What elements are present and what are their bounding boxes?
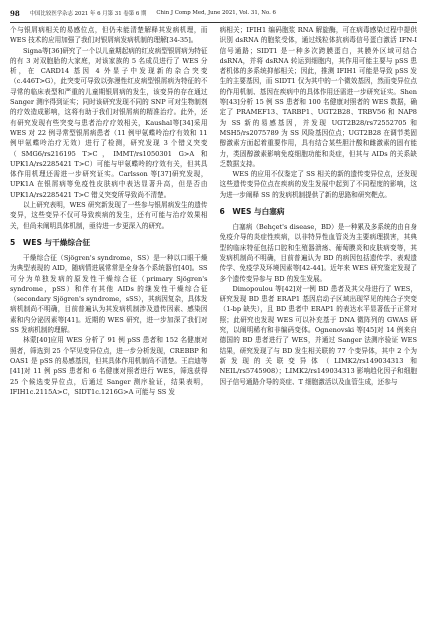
paragraph: WES 的应用不仅鉴定了 SS 相关的新的遗传变异位点，还发现这些遗传变异位点在疾病的发生发展中起到了不同程度的影响，这为进一步阐释 SS 的发病机制提供了新的思路和研究靶点。 [219, 170, 417, 199]
page-number: 98 [10, 8, 20, 18]
paragraph: 白塞病（Behçet's disease，BD）是一种累及多系统的由自身免疫介导的炎症性疾病，以非特异性血管炎为主要病理损害，其典型的临床特征包括口腔和生殖器溃疡、葡萄膜炎和皮肤病变等，其发病机制尚不明确，目前普遍认为 BD 的病因包括遗传学、表观遗传学、免疫学及环境因素等[42-44]。近年来 WES 研究鉴定发现了多个遗传变异参与 BD 的发生发展。 [219, 223, 417, 283]
paragraph: 病相关；IFIH1 编码胞浆 RNA 解旋酶，可在病毒感染过程中提供识别 dsRNA 的胞浆受体，通过线粒体抗病毒信号蛋白激活 IFN-I 信号通路；SIDT1 是一种多次跨膜蛋白，其膜外区域可结合 dsRNA，并将 dsRNA 转运到细胞内，其作用可能主要与 pSS 患者机体的多系统抑郁相关；因此，推测 IFIH1 可能是导致 pSS 发生的主要基因，而 SIDT1 仅为其中的一个微效基因，然而变异位点的作用机制、基因在疾病中的具体作用还需进一步研究证实。Shen 等[43]分析 15 例 SS 患者和 100 名健康对照者的 WES 数据，确定了 PRAMEF13、TARBP1、UGT2B28、TRBV56 和 NAP8 为 SS 新的易感基因，并发现 UGT2B28/rs72552705 和 MSH5/rs2075789 为 SS 风险基因位点；UGT2B28 在调节类固醇激素方面起着重要作用，具有结合某些胆汁酸和雌激素的固有能力，类固醇激素影响免疫细胞功能和炎症，但其与 AIDs 的关系缺乏数据支持。 [219, 26, 417, 168]
journal-title-cn: 中国比较医学杂志 2021 年 6 月第 31 卷第 6 期 [29, 11, 147, 17]
section-heading-6: 6 WES 与白塞病 [219, 207, 285, 217]
journal-title-en: Chin J Comp Med, June 2021, Vol. 31, No. 6 [156, 10, 276, 16]
running-header [10, 6, 417, 23]
paragraph: 干燥综合征（Sjögren's syndrome，SS）是一种以口眼干燥为典型表现的 AID，随病情进展常常是全身各个系统器官[40]。SS 可分为单独发病的原发性干燥综合征（primary Sjögren's syndrome，pSS）和伴有其他 AIDs 的继发性干燥综合征（secondary Sjögren's syndrome，sSS），其病因复杂，具体发病机制尚不明确，目前普遍认为其发病机制涉及遗传因素、感染因素和内分泌因素等[41]。近期的 WES 研究，进一步加深了我们对 SS 发病机制的理解。 [10, 253, 208, 335]
paragraph: Dimopoulou 等[42]对一例 BD 患者及其父母进行了 WES，研究发现 BD 患者 ERAP1 基因启动子区域出现罕见的纯合子突变（1-bp 缺失），且 BD 患者中 ERAP1 的表达水平显著低于正常对照；此研究也发现 WES 可以补充基于 DNA 微阵列的 GWAS 研究，以阐明稀有和非编码变体。Ognenovski 等[45]对 14 例来自德国的 BD 患者进行了 WES，并通过 Sanger 法测序验证 WES 结果，研究发现了与 BD 发生相关联的 77 个变异体，其中 2 个为新发现的关联变异体（LIMK2/rs149034313 和 NEIL/rs5745908）；LIMK2/rs149034313 影响趋化因子和细胞因子信号通路介导的炎症、T 细胞激活以及血管生成，还参与 [219, 284, 417, 386]
left-column [10, 25, 208, 619]
section-heading-5: 5 WES 与干燥综合征 [10, 237, 91, 247]
paragraph: 个与银屑病相关的易感位点，但仍未能清楚解释其发病机理，而 WES 技术的应用加强了我们对银屑病发病机制的理解[34-35]。 [10, 26, 208, 45]
paragraph: 林蒙[40]应用 WES 分析了 91 例 pSS 患者和 152 名健康对照者，筛选到 25 个罕见变异位点，进一步分析发现，CREBBP 和 OAS1 是 pSS 的易感基因，但其具体作用机制尚不清楚。王启迪等[41]对 11 例 pSS 患者和 6 名健康对照者进行 WES，筛选获得 25 个候选变异位点，后通过 Sanger 测序验证，结果表明，IFIH1c.2115A>C，SIDT1c.1216G>A 可能与 SS 发 [10, 336, 208, 396]
paragraph: Signa等[36]研究了一个以儿童期起病的红皮病型银屑病为特征的有 3 对双胞胎的大家庭，对该家族的 5 名成员进行了 WES 分析，在 CARD14 基因 4 外显子中发现新的杂合突变（c.446T>G），此突变可导致以弥漫性红皮病型银屑病为特征的不寻常的临床表型和严重的儿童期银屑病的发生，该变异的存在通过 Sanger 测序得到证实；同时该研究发现不同的 SNP 可对生物制剂的疗效造成影响，这将有助于我们对银屑病的精准治疗。此外，还有研究发现有些突变与患者治疗疗效相关，Kaushal等[34]采用 WES 对 22 例寻常型银屑病患者（11 例甲氨蝶呤治疗有效和 11 例甲氨蝶呤治疗无效）进行了检测，研究发现 3 个错义突变（SMG6/rs216195 T>C，IMMT/rs1050301 G>A 和 UPK1A/rs2285421 T>C）可能与甲氨蝶呤的疗效有关，但其具体作用机理还需进一步研究证实。Carlsson 等[37]研究发现，UPK1A 在银屑病等免疫性皮肤病中表达显著升高，但是否由 UPK1A/rs2285421 T>C 错义突变所导致尚不清楚。 [10, 46, 208, 199]
paragraph: 以上研究表明，WES 研究新发现了一些参与银屑病发生的遗传变异，这些变异不仅可导致疾病的发生，还有可能与治疗效果相关，但尚未阐明具体机制，亟待进一步更深入的研究。 [10, 201, 208, 230]
right-column [220, 25, 418, 619]
